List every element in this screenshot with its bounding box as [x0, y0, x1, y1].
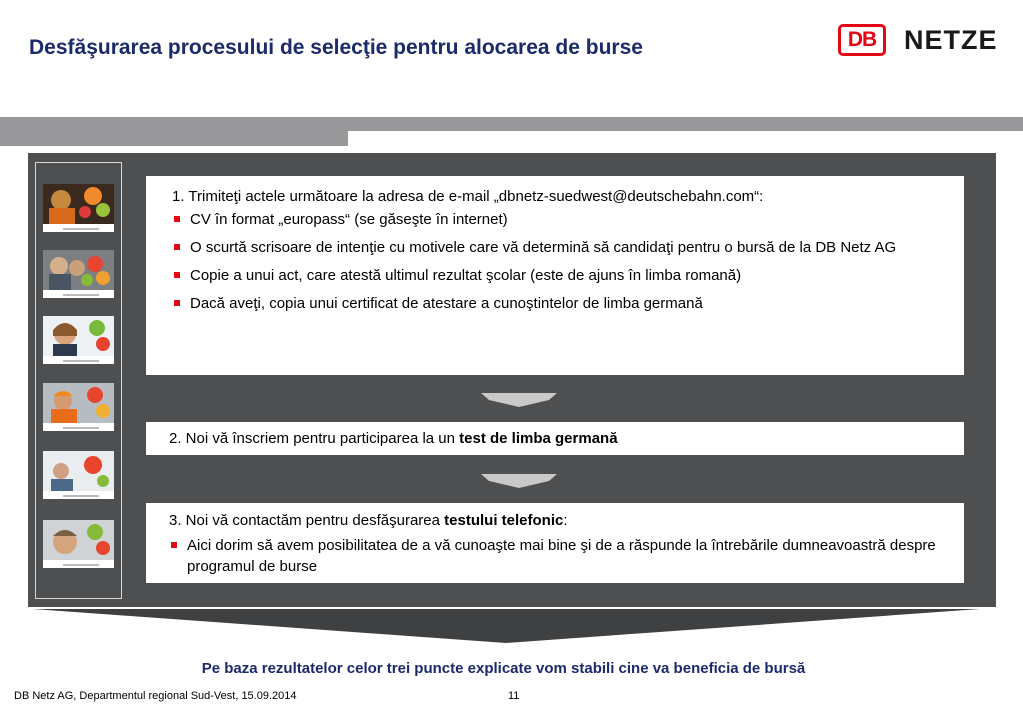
step-1-list [172, 209, 944, 314]
thumbnail-photo-woman-smiling [43, 316, 114, 364]
bullet-square-icon [174, 244, 180, 250]
thumbnail-photo-worker-helmet [43, 184, 114, 232]
netze-wordmark: NETZE [904, 24, 998, 55]
step-3-intro: 3. Noi vă contactăm pentru desfăşurarea testului telefonic: [169, 512, 568, 529]
photo-image [43, 316, 114, 356]
step-3-list [169, 535, 944, 577]
page-number: 11 [508, 690, 520, 702]
photo-image [43, 250, 114, 290]
down-arrow-icon [481, 393, 557, 407]
step-1-box [146, 176, 964, 375]
summary-text: Pe baza rezultatelor celor trei puncte explicate vom stabili cine va beneficia de bursă [201, 660, 806, 677]
bullet-square-icon [174, 216, 180, 222]
photo-image [43, 520, 114, 560]
list-item: Aici dorim să avem posibilitatea de a vă cunoaşte mai bine şi de a răspunde la întrebările dumneavoastră despre programul de burse [169, 535, 944, 577]
thumbnail-photo-office [43, 451, 114, 499]
header-divider-bar [0, 117, 1023, 131]
bullet-square-icon [174, 272, 180, 278]
down-arrow-icon [481, 474, 557, 488]
footer-text: DB Netz AG, Departmentul regional Sud-Vest, 15.09.2014 [14, 690, 297, 702]
page-title: Desfăşurarea procesului de selecţie pentru alocarea de burse [29, 36, 643, 59]
header-divider-tab [0, 131, 348, 146]
photo-image [43, 451, 114, 491]
summary-funnel-arrow [33, 609, 980, 643]
thumbnail-photo-man-laughing [43, 520, 114, 568]
step-1-intro: 1. Trimiteţi actele următoare la adresa de e-mail „dbnetz-suedwest@deutschebahn.com“: [172, 188, 764, 205]
list-item: Dacă aveţi, copia unui certificat de atestare a cunoştintelor de limba germană [172, 293, 944, 314]
photo-image [43, 383, 114, 423]
list-item: O scurtă scrisoare de intenţie cu motivele care vă determină să candidaţi pentru o bursă de la DB Netz AG [172, 237, 944, 258]
bullet-square-icon [171, 542, 177, 548]
step-3-box [146, 503, 964, 583]
step-2-box [146, 422, 964, 455]
thumbnail-photo-construction [43, 383, 114, 431]
thumbnail-photo-men-talking [43, 250, 114, 298]
db-logo-mark: DB [838, 24, 886, 56]
db-netze-logo [838, 21, 998, 59]
photo-image [43, 184, 114, 224]
list-item: Copie a unui act, care atestă ultimul rezultat şcolar (este de ajuns în limba romană) [172, 265, 944, 286]
step-2-text: 2. Noi vă înscriem pentru participarea la un test de limba germană [169, 430, 618, 447]
list-item: CV în format „europass“ (se găseşte în internet) [172, 209, 944, 230]
bullet-square-icon [174, 300, 180, 306]
